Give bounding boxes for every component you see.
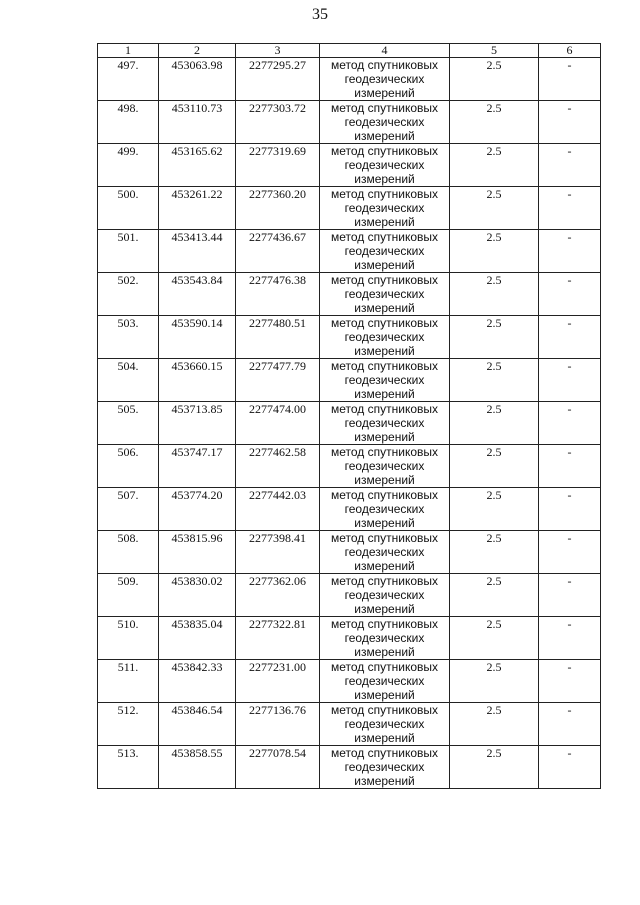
coordinates-table bbox=[97, 43, 601, 789]
x-coordinate-cell: 453413.44 bbox=[159, 230, 236, 273]
table-row bbox=[98, 488, 601, 531]
x-coordinate-cell: 453660.15 bbox=[159, 359, 236, 402]
note-cell: - bbox=[539, 746, 601, 789]
y-coordinate-cell: 2277136.76 bbox=[236, 703, 320, 746]
method-cell: метод спутниковых геодезических измерений bbox=[320, 101, 450, 144]
note-cell: - bbox=[539, 144, 601, 187]
point-number-cell: 513. bbox=[98, 746, 159, 789]
y-coordinate-cell: 2277477.79 bbox=[236, 359, 320, 402]
accuracy-cell: 2.5 bbox=[450, 445, 539, 488]
point-number-cell: 512. bbox=[98, 703, 159, 746]
page-number: 35 bbox=[312, 6, 328, 23]
x-coordinate-cell: 453713.85 bbox=[159, 402, 236, 445]
x-coordinate-cell: 453835.04 bbox=[159, 617, 236, 660]
table-row bbox=[98, 617, 601, 660]
accuracy-cell: 2.5 bbox=[450, 230, 539, 273]
accuracy-cell: 2.5 bbox=[450, 144, 539, 187]
x-coordinate-cell: 453830.02 bbox=[159, 574, 236, 617]
method-cell: метод спутниковых геодезических измерений bbox=[320, 746, 450, 789]
column-header: 1 bbox=[98, 44, 159, 58]
x-coordinate-cell: 453543.84 bbox=[159, 273, 236, 316]
note-cell: - bbox=[539, 187, 601, 230]
accuracy-cell: 2.5 bbox=[450, 703, 539, 746]
point-number-cell: 505. bbox=[98, 402, 159, 445]
x-coordinate-cell: 453063.98 bbox=[159, 58, 236, 101]
accuracy-cell: 2.5 bbox=[450, 617, 539, 660]
note-cell: - bbox=[539, 445, 601, 488]
note-cell: - bbox=[539, 273, 601, 316]
table-row bbox=[98, 746, 601, 789]
point-number-cell: 510. bbox=[98, 617, 159, 660]
note-cell: - bbox=[539, 101, 601, 144]
table-row bbox=[98, 144, 601, 187]
point-number-cell: 508. bbox=[98, 531, 159, 574]
note-cell: - bbox=[539, 58, 601, 101]
point-number-cell: 497. bbox=[98, 58, 159, 101]
table-row bbox=[98, 660, 601, 703]
table-row bbox=[98, 273, 601, 316]
point-number-cell: 509. bbox=[98, 574, 159, 617]
method-cell: метод спутниковых геодезических измерений bbox=[320, 445, 450, 488]
point-number-cell: 511. bbox=[98, 660, 159, 703]
note-cell: - bbox=[539, 402, 601, 445]
table-row bbox=[98, 359, 601, 402]
note-cell: - bbox=[539, 574, 601, 617]
point-number-cell: 500. bbox=[98, 187, 159, 230]
note-cell: - bbox=[539, 359, 601, 402]
point-number-cell: 504. bbox=[98, 359, 159, 402]
table-row bbox=[98, 230, 601, 273]
method-cell: метод спутниковых геодезических измерений bbox=[320, 187, 450, 230]
column-header: 2 bbox=[159, 44, 236, 58]
y-coordinate-cell: 2277231.00 bbox=[236, 660, 320, 703]
accuracy-cell: 2.5 bbox=[450, 531, 539, 574]
y-coordinate-cell: 2277303.72 bbox=[236, 101, 320, 144]
x-coordinate-cell: 453815.96 bbox=[159, 531, 236, 574]
point-number-cell: 502. bbox=[98, 273, 159, 316]
method-cell: метод спутниковых геодезических измерений bbox=[320, 660, 450, 703]
y-coordinate-cell: 2277476.38 bbox=[236, 273, 320, 316]
accuracy-cell: 2.5 bbox=[450, 58, 539, 101]
method-cell: метод спутниковых геодезических измерений bbox=[320, 230, 450, 273]
x-coordinate-cell: 453590.14 bbox=[159, 316, 236, 359]
y-coordinate-cell: 2277362.06 bbox=[236, 574, 320, 617]
accuracy-cell: 2.5 bbox=[450, 574, 539, 617]
y-coordinate-cell: 2277480.51 bbox=[236, 316, 320, 359]
method-cell: метод спутниковых геодезических измерений bbox=[320, 531, 450, 574]
y-coordinate-cell: 2277322.81 bbox=[236, 617, 320, 660]
y-coordinate-cell: 2277462.58 bbox=[236, 445, 320, 488]
point-number-cell: 501. bbox=[98, 230, 159, 273]
x-coordinate-cell: 453165.62 bbox=[159, 144, 236, 187]
method-cell: метод спутниковых геодезических измерений bbox=[320, 488, 450, 531]
table-row bbox=[98, 58, 601, 101]
y-coordinate-cell: 2277319.69 bbox=[236, 144, 320, 187]
header-row bbox=[98, 44, 601, 58]
method-cell: метод спутниковых геодезических измерений bbox=[320, 402, 450, 445]
column-header: 6 bbox=[539, 44, 601, 58]
table-row bbox=[98, 402, 601, 445]
method-cell: метод спутниковых геодезических измерений bbox=[320, 359, 450, 402]
method-cell: метод спутниковых геодезических измерений bbox=[320, 316, 450, 359]
y-coordinate-cell: 2277398.41 bbox=[236, 531, 320, 574]
x-coordinate-cell: 453846.54 bbox=[159, 703, 236, 746]
x-coordinate-cell: 453110.73 bbox=[159, 101, 236, 144]
note-cell: - bbox=[539, 316, 601, 359]
column-header: 5 bbox=[450, 44, 539, 58]
accuracy-cell: 2.5 bbox=[450, 402, 539, 445]
accuracy-cell: 2.5 bbox=[450, 273, 539, 316]
x-coordinate-cell: 453747.17 bbox=[159, 445, 236, 488]
table-row bbox=[98, 101, 601, 144]
method-cell: метод спутниковых геодезических измерений bbox=[320, 617, 450, 660]
y-coordinate-cell: 2277436.67 bbox=[236, 230, 320, 273]
accuracy-cell: 2.5 bbox=[450, 746, 539, 789]
point-number-cell: 506. bbox=[98, 445, 159, 488]
accuracy-cell: 2.5 bbox=[450, 316, 539, 359]
y-coordinate-cell: 2277078.54 bbox=[236, 746, 320, 789]
x-coordinate-cell: 453261.22 bbox=[159, 187, 236, 230]
table-row bbox=[98, 316, 601, 359]
method-cell: метод спутниковых геодезических измерений bbox=[320, 273, 450, 316]
table-row bbox=[98, 531, 601, 574]
method-cell: метод спутниковых геодезических измерений bbox=[320, 703, 450, 746]
note-cell: - bbox=[539, 703, 601, 746]
accuracy-cell: 2.5 bbox=[450, 101, 539, 144]
table-row bbox=[98, 187, 601, 230]
point-number-cell: 507. bbox=[98, 488, 159, 531]
method-cell: метод спутниковых геодезических измерений bbox=[320, 144, 450, 187]
note-cell: - bbox=[539, 660, 601, 703]
accuracy-cell: 2.5 bbox=[450, 187, 539, 230]
note-cell: - bbox=[539, 230, 601, 273]
y-coordinate-cell: 2277474.00 bbox=[236, 402, 320, 445]
y-coordinate-cell: 2277360.20 bbox=[236, 187, 320, 230]
point-number-cell: 499. bbox=[98, 144, 159, 187]
note-cell: - bbox=[539, 617, 601, 660]
x-coordinate-cell: 453858.55 bbox=[159, 746, 236, 789]
table-row bbox=[98, 574, 601, 617]
point-number-cell: 503. bbox=[98, 316, 159, 359]
table-row bbox=[98, 445, 601, 488]
x-coordinate-cell: 453774.20 bbox=[159, 488, 236, 531]
y-coordinate-cell: 2277442.03 bbox=[236, 488, 320, 531]
x-coordinate-cell: 453842.33 bbox=[159, 660, 236, 703]
column-header: 4 bbox=[320, 44, 450, 58]
table-row bbox=[98, 703, 601, 746]
method-cell: метод спутниковых геодезических измерений bbox=[320, 58, 450, 101]
note-cell: - bbox=[539, 488, 601, 531]
point-number-cell: 498. bbox=[98, 101, 159, 144]
accuracy-cell: 2.5 bbox=[450, 488, 539, 531]
y-coordinate-cell: 2277295.27 bbox=[236, 58, 320, 101]
note-cell: - bbox=[539, 531, 601, 574]
accuracy-cell: 2.5 bbox=[450, 660, 539, 703]
accuracy-cell: 2.5 bbox=[450, 359, 539, 402]
column-header: 3 bbox=[236, 44, 320, 58]
method-cell: метод спутниковых геодезических измерений bbox=[320, 574, 450, 617]
